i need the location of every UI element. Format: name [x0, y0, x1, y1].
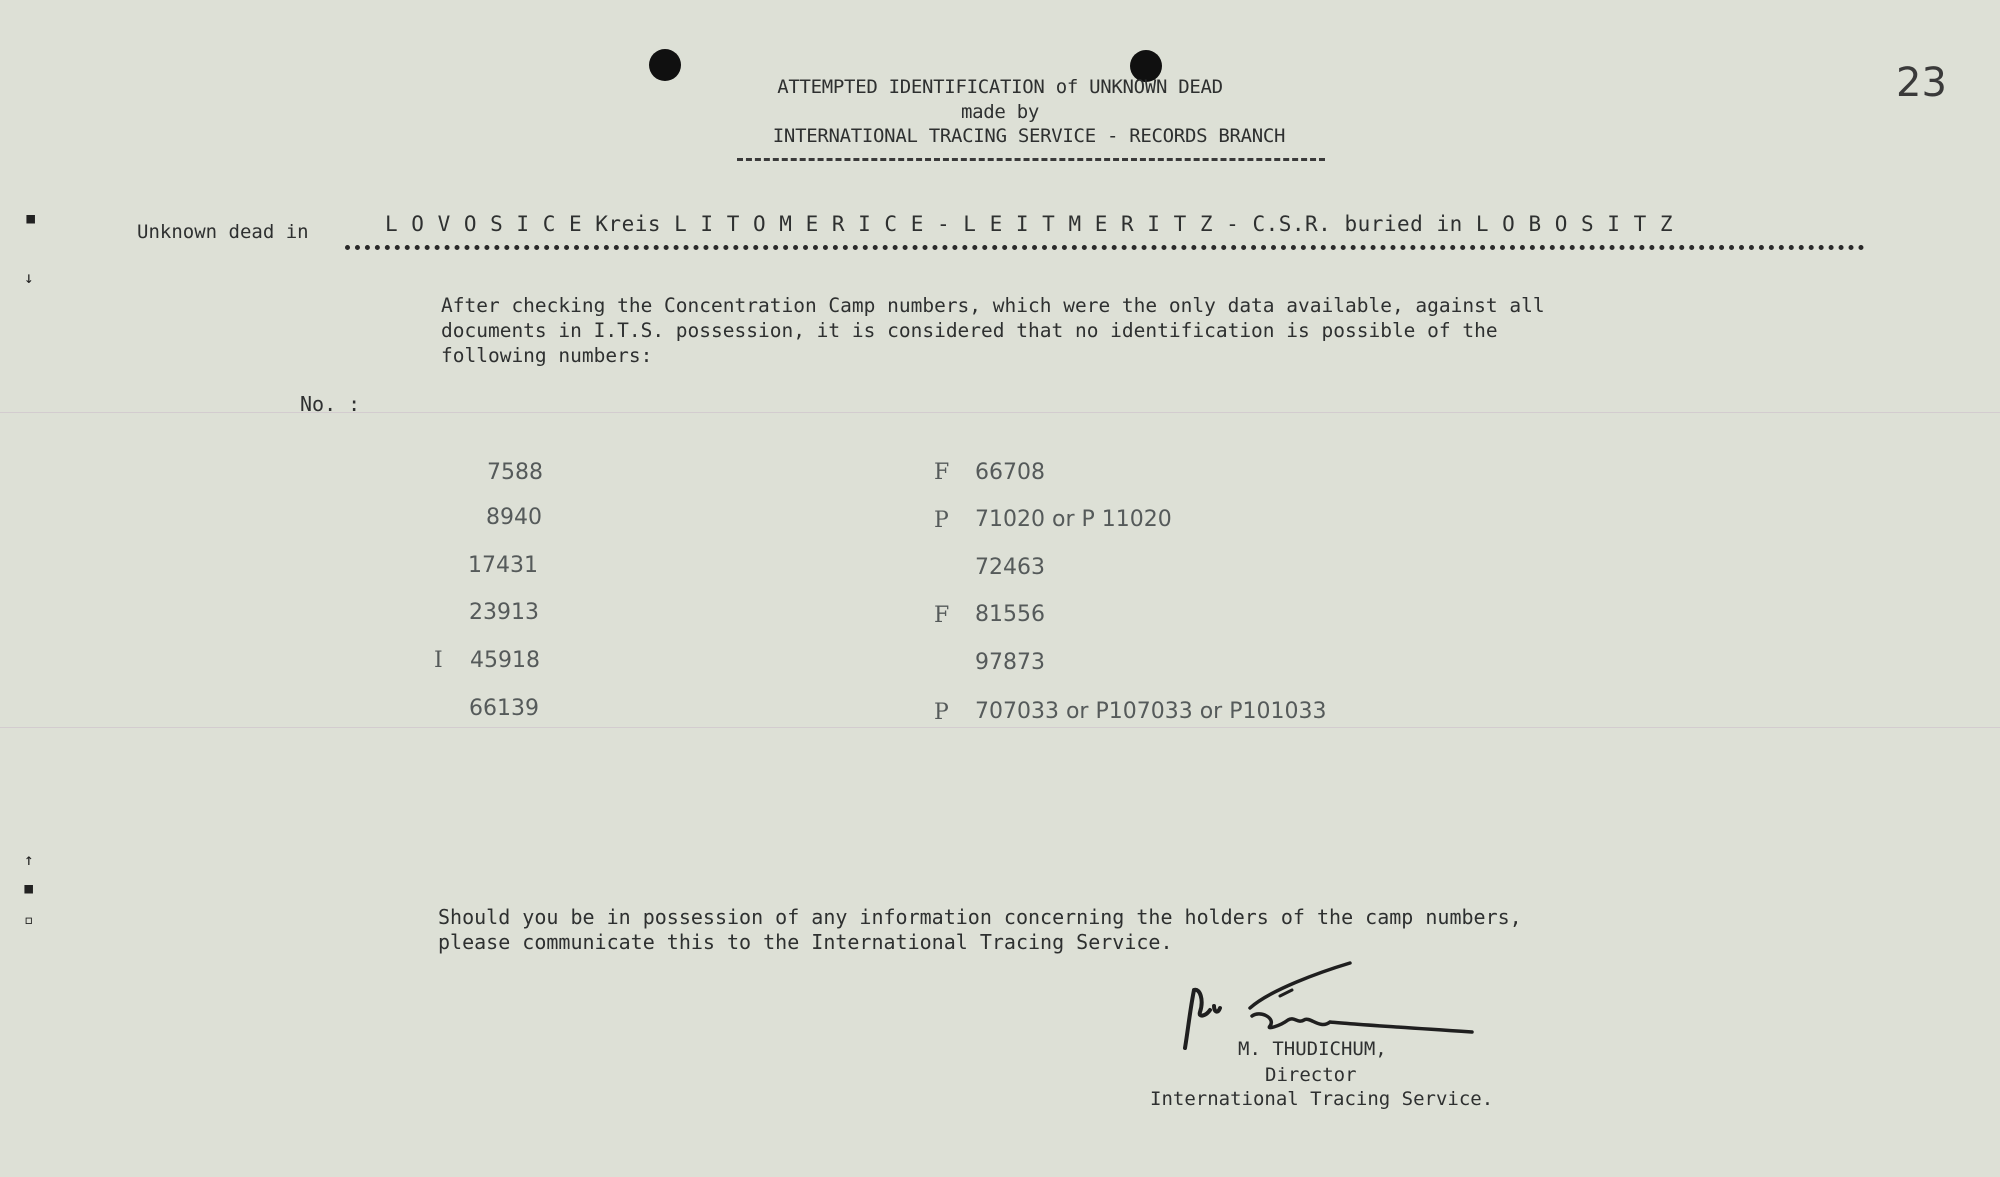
header-made-by: made by	[961, 101, 1039, 123]
signatory-organization: International Tracing Service.	[1150, 1088, 1494, 1110]
camp-number: 66139	[469, 696, 539, 721]
camp-number: 707033 or P107033 or P101033	[975, 699, 1327, 724]
camp-number: 97873	[975, 650, 1045, 675]
camp-number: 17431	[468, 553, 538, 578]
camp-number: 72463	[975, 555, 1045, 580]
margin-mark: ↓	[24, 268, 34, 287]
closing-paragraph	[438, 905, 1522, 955]
margin-mark: ▪	[22, 876, 36, 901]
statement-line-1: After checking the Concentration Camp numbers, which were the only data available, against all	[441, 294, 1545, 317]
signatory-title: Director	[1265, 1064, 1357, 1086]
header-title: ATTEMPTED IDENTIFICATION of UNKNOWN DEAD	[777, 76, 1223, 98]
camp-number-prefix: F	[934, 603, 950, 628]
closing-line-2: please communicate this to the International Tracing Service.	[438, 930, 1173, 954]
camp-number: 8940	[486, 505, 542, 530]
camp-number-prefix: I	[434, 648, 443, 673]
statement-paragraph	[441, 293, 1671, 368]
unknown-dead-location: L O V O S I C E Kreis L I T O M E R I C E - L E I T M E R I T Z - C.S.R. buried in L O B O S I T Z	[385, 212, 1674, 236]
camp-number-prefix: F	[934, 460, 950, 485]
margin-mark: ▪	[24, 206, 38, 231]
camp-number: 23913	[469, 600, 539, 625]
closing-line-1: Should you be in possession of any information concerning the holders of the camp numbers,	[438, 905, 1522, 929]
camp-number: 66708	[975, 460, 1045, 485]
margin-mark: ↑	[24, 850, 34, 869]
camp-number: 81556	[975, 602, 1045, 627]
camp-number: 71020 or P 11020	[975, 507, 1172, 532]
header-underline	[737, 158, 1325, 161]
paper-rule	[0, 727, 2000, 728]
statement-line-3: following numbers:	[441, 344, 653, 367]
camp-number: 7588	[487, 460, 543, 485]
signatory-name: M. THUDICHUM,	[1238, 1038, 1387, 1060]
statement-line-2: documents in I.T.S. possession, it is considered that no identification is possible of the	[441, 319, 1498, 342]
camp-number-prefix: P	[934, 700, 949, 725]
camp-number: 45918	[470, 648, 540, 673]
header-organization: INTERNATIONAL TRACING SERVICE - RECORDS BRANCH	[772, 125, 1286, 147]
page-number: 23	[1896, 60, 1947, 106]
camp-number-prefix: P	[934, 508, 949, 533]
margin-mark: ▫	[24, 910, 34, 929]
unknown-dead-label: Unknown dead in	[137, 221, 309, 243]
numbers-label: No. :	[300, 392, 361, 416]
punch-hole-left	[649, 49, 681, 81]
